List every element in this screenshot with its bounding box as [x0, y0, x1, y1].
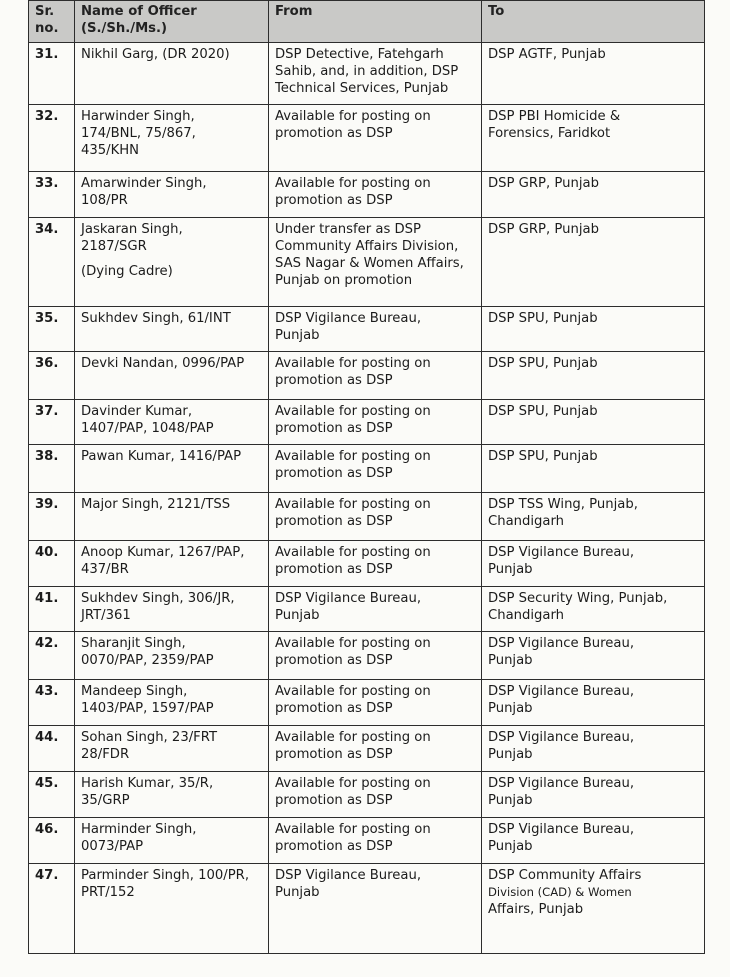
- sr-no-cell: [29, 680, 75, 726]
- from-line: Available for posting on: [275, 109, 431, 124]
- sr-no-cell: [29, 307, 75, 352]
- from-line: promotion as DSP: [275, 562, 393, 577]
- officer-name-line: 435/KHN: [81, 143, 140, 158]
- officer-name-line: Harish Kumar, 35/R,: [81, 776, 214, 791]
- officer-note: (Dying Cadre): [81, 264, 173, 279]
- to-line: DSP Vigilance Bureau,: [488, 545, 635, 560]
- from-cell: [269, 541, 482, 587]
- sr-no-text: 42.: [35, 636, 59, 651]
- officer-name-line: 0073/PAP: [81, 839, 144, 854]
- to-line: DSP SPU, Punjab: [488, 356, 598, 371]
- to-cell: [482, 541, 705, 587]
- to-line: DSP TSS Wing, Punjab,: [488, 497, 638, 512]
- to-cell: [482, 307, 705, 352]
- table-row: [29, 818, 705, 864]
- sr-no-text: 45.: [35, 776, 59, 791]
- from-line: Under transfer as DSP: [275, 222, 422, 237]
- from-line: Available for posting on: [275, 449, 431, 464]
- to-cell: [482, 587, 705, 632]
- to-cell: [482, 352, 705, 400]
- from-line: Technical Services, Punjab: [275, 81, 449, 96]
- sr-no-cell: [29, 172, 75, 218]
- to-cell: [482, 105, 705, 172]
- from-cell: [269, 307, 482, 352]
- sr-no-cell: [29, 587, 75, 632]
- sr-no-cell: [29, 493, 75, 541]
- from-line: Available for posting on: [275, 404, 431, 419]
- officer-name-cell: [75, 400, 269, 445]
- table-row: [29, 445, 705, 493]
- from-cell: [269, 43, 482, 105]
- from-line: Available for posting on: [275, 822, 431, 837]
- header-sr-no: [29, 1, 75, 43]
- from-line: Punjab: [275, 608, 320, 623]
- officer-name-line: 2187/SGR: [81, 239, 147, 254]
- to-line: DSP GRP, Punjab: [488, 222, 599, 237]
- officer-name-line: 35/GRP: [81, 793, 130, 808]
- sr-no-text: 43.: [35, 684, 59, 699]
- from-line: Available for posting on: [275, 776, 431, 791]
- posting-table: [28, 0, 705, 954]
- from-cell: [269, 445, 482, 493]
- from-line: Punjab: [275, 885, 320, 900]
- sr-no-text: 40.: [35, 545, 59, 560]
- to-line: DSP Security Wing, Punjab,: [488, 591, 668, 606]
- officer-name-line: Parminder Singh, 100/PR,: [81, 868, 250, 883]
- table-row: [29, 680, 705, 726]
- sr-no-text: 34.: [35, 222, 59, 237]
- table-row: [29, 541, 705, 587]
- from-line: promotion as DSP: [275, 747, 393, 762]
- header-line: no.: [35, 21, 59, 36]
- to-line: Chandigarh: [488, 514, 565, 529]
- header-line: Name of Officer: [81, 4, 197, 19]
- officer-name-line: Davinder Kumar,: [81, 404, 193, 419]
- to-line: DSP Vigilance Bureau,: [488, 776, 635, 791]
- table-row: [29, 218, 705, 307]
- from-cell: [269, 726, 482, 772]
- to-line: DSP GRP, Punjab: [488, 176, 599, 191]
- officer-name-cell: [75, 218, 269, 307]
- table-header-row: [29, 1, 705, 43]
- officer-name-line: PRT/152: [81, 885, 135, 900]
- sr-no-text: 41.: [35, 591, 59, 606]
- officer-name-line: JRT/361: [81, 608, 131, 623]
- officer-name-line: Major Singh, 2121/TSS: [81, 497, 231, 512]
- from-line: Available for posting on: [275, 356, 431, 371]
- sr-no-text: 44.: [35, 730, 59, 745]
- officer-name-line: Mandeep Singh,: [81, 684, 188, 699]
- to-cell: [482, 400, 705, 445]
- officer-name-line: 437/BR: [81, 562, 129, 577]
- from-line: promotion as DSP: [275, 193, 393, 208]
- to-cell: [482, 632, 705, 680]
- sr-no-cell: [29, 632, 75, 680]
- sr-no-cell: [29, 864, 75, 954]
- from-cell: [269, 818, 482, 864]
- to-cell: [482, 218, 705, 307]
- from-line: promotion as DSP: [275, 839, 393, 854]
- from-cell: [269, 493, 482, 541]
- from-cell: [269, 105, 482, 172]
- from-line: promotion as DSP: [275, 653, 393, 668]
- officer-name-line: Amarwinder Singh,: [81, 176, 207, 191]
- header-line: Sr.: [35, 4, 55, 19]
- sr-no-text: 37.: [35, 404, 59, 419]
- header-to: [482, 1, 705, 43]
- sr-no-cell: [29, 400, 75, 445]
- from-cell: [269, 218, 482, 307]
- officer-name-cell: [75, 864, 269, 954]
- officer-name-cell: [75, 43, 269, 105]
- officer-name-cell: [75, 445, 269, 493]
- from-line: SAS Nagar & Women Affairs,: [275, 256, 464, 271]
- to-line: Punjab: [488, 562, 533, 577]
- officer-name-cell: [75, 587, 269, 632]
- to-line: DSP AGTF, Punjab: [488, 47, 606, 62]
- officer-name-line: 1403/PAP, 1597/PAP: [81, 701, 214, 716]
- officer-name-line: Sukhdev Singh, 306/JR,: [81, 591, 235, 606]
- from-line: promotion as DSP: [275, 793, 393, 808]
- from-line: DSP Vigilance Bureau,: [275, 591, 422, 606]
- officer-name-cell: [75, 105, 269, 172]
- table-row: [29, 105, 705, 172]
- from-line: Punjab: [275, 328, 320, 343]
- officer-name-line: Sharanjit Singh,: [81, 636, 186, 651]
- from-line: Available for posting on: [275, 636, 431, 651]
- to-cell: [482, 680, 705, 726]
- officer-name-cell: [75, 352, 269, 400]
- officer-name-line: Jaskaran Singh,: [81, 222, 183, 237]
- officer-name-cell: [75, 772, 269, 818]
- table-row: [29, 493, 705, 541]
- from-cell: [269, 172, 482, 218]
- officer-name-line: 174/BNL, 75/867,: [81, 126, 196, 141]
- to-line: DSP Vigilance Bureau,: [488, 636, 635, 651]
- from-line: promotion as DSP: [275, 701, 393, 716]
- table-row: [29, 772, 705, 818]
- from-cell: [269, 352, 482, 400]
- to-line: DSP Vigilance Bureau,: [488, 730, 635, 745]
- to-line: Forensics, Faridkot: [488, 126, 611, 141]
- header-officer-name: [75, 1, 269, 43]
- to-line: DSP Vigilance Bureau,: [488, 822, 635, 837]
- table-row: [29, 172, 705, 218]
- sr-no-cell: [29, 218, 75, 307]
- table-row: [29, 726, 705, 772]
- to-line: Punjab: [488, 653, 533, 668]
- from-cell: [269, 864, 482, 954]
- sr-no-cell: [29, 726, 75, 772]
- to-line: Division (CAD) & Women: [488, 885, 632, 899]
- to-line: Punjab: [488, 747, 533, 762]
- to-line: DSP Community Affairs: [488, 868, 642, 883]
- to-cell: [482, 493, 705, 541]
- to-line: DSP SPU, Punjab: [488, 311, 598, 326]
- to-line: Punjab: [488, 701, 533, 716]
- from-line: Punjab on promotion: [275, 273, 413, 288]
- officer-name-cell: [75, 726, 269, 772]
- to-line: DSP SPU, Punjab: [488, 404, 598, 419]
- table-row: [29, 307, 705, 352]
- sr-no-text: 47.: [35, 868, 59, 883]
- from-line: Available for posting on: [275, 176, 431, 191]
- from-line: Community Affairs Division,: [275, 239, 459, 254]
- officer-name-line: Sukhdev Singh, 61/INT: [81, 311, 231, 326]
- to-cell: [482, 172, 705, 218]
- sr-no-text: 32.: [35, 109, 59, 124]
- from-line: promotion as DSP: [275, 466, 393, 481]
- from-line: DSP Detective, Fatehgarh: [275, 47, 444, 62]
- officer-name-line: Sohan Singh, 23/FRT: [81, 730, 218, 745]
- header-from: [269, 1, 482, 43]
- from-line: Available for posting on: [275, 730, 431, 745]
- sr-no-text: 33.: [35, 176, 59, 191]
- from-line: promotion as DSP: [275, 514, 393, 529]
- to-line: Punjab: [488, 839, 533, 854]
- officer-name-cell: [75, 172, 269, 218]
- sr-no-cell: [29, 772, 75, 818]
- to-line: Chandigarh: [488, 608, 565, 623]
- to-line: DSP Vigilance Bureau,: [488, 684, 635, 699]
- to-line: DSP PBI Homicide &: [488, 109, 621, 124]
- table-row: [29, 632, 705, 680]
- officer-name-line: Devki Nandan, 0996/PAP: [81, 356, 245, 371]
- sr-no-text: 36.: [35, 356, 59, 371]
- from-line: Available for posting on: [275, 684, 431, 699]
- table-row: [29, 400, 705, 445]
- from-cell: [269, 587, 482, 632]
- from-line: promotion as DSP: [275, 126, 393, 141]
- officer-name-cell: [75, 541, 269, 587]
- sr-no-cell: [29, 105, 75, 172]
- to-cell: [482, 726, 705, 772]
- to-line: DSP SPU, Punjab: [488, 449, 598, 464]
- from-line: Available for posting on: [275, 545, 431, 560]
- sr-no-text: 46.: [35, 822, 59, 837]
- from-line: DSP Vigilance Bureau,: [275, 868, 422, 883]
- sr-no-text: 35.: [35, 311, 59, 326]
- officer-name-cell: [75, 818, 269, 864]
- sr-no-text: 39.: [35, 497, 59, 512]
- from-line: Sahib, and, in addition, DSP: [275, 64, 459, 79]
- header-line: From: [275, 4, 313, 19]
- from-line: DSP Vigilance Bureau,: [275, 311, 422, 326]
- officer-name-cell: [75, 307, 269, 352]
- from-line: promotion as DSP: [275, 421, 393, 436]
- officer-name-cell: [75, 632, 269, 680]
- header-line: (S./Sh./Ms.): [81, 21, 168, 36]
- table-row: [29, 864, 705, 954]
- table-row: [29, 587, 705, 632]
- from-cell: [269, 680, 482, 726]
- officer-name-line: 0070/PAP, 2359/PAP: [81, 653, 214, 668]
- officer-name-line: Anoop Kumar, 1267/PAP,: [81, 545, 245, 560]
- to-cell: [482, 772, 705, 818]
- to-cell: [482, 864, 705, 954]
- sr-no-text: 38.: [35, 449, 59, 464]
- sr-no-cell: [29, 445, 75, 493]
- from-cell: [269, 772, 482, 818]
- header-line: To: [488, 4, 505, 19]
- table-row: [29, 43, 705, 105]
- officer-name-line: 1407/PAP, 1048/PAP: [81, 421, 214, 436]
- to-cell: [482, 43, 705, 105]
- to-cell: [482, 445, 705, 493]
- table-row: [29, 352, 705, 400]
- sr-no-cell: [29, 818, 75, 864]
- from-cell: [269, 632, 482, 680]
- to-line: Punjab: [488, 793, 533, 808]
- from-line: Available for posting on: [275, 497, 431, 512]
- sr-no-cell: [29, 43, 75, 105]
- sr-no-text: 31.: [35, 47, 59, 62]
- officer-name-line: 108/PR: [81, 193, 128, 208]
- officer-name-cell: [75, 493, 269, 541]
- officer-name-line: Harminder Singh,: [81, 822, 197, 837]
- officer-name-line: Nikhil Garg, (DR 2020): [81, 47, 230, 62]
- to-cell: [482, 818, 705, 864]
- officer-name-line: Harwinder Singh,: [81, 109, 195, 124]
- from-cell: [269, 400, 482, 445]
- officer-name-line: Pawan Kumar, 1416/PAP: [81, 449, 242, 464]
- to-line: Affairs, Punjab: [488, 902, 584, 917]
- officer-name-cell: [75, 680, 269, 726]
- sr-no-cell: [29, 541, 75, 587]
- from-line: promotion as DSP: [275, 373, 393, 388]
- officer-name-line: 28/FDR: [81, 747, 130, 762]
- sr-no-cell: [29, 352, 75, 400]
